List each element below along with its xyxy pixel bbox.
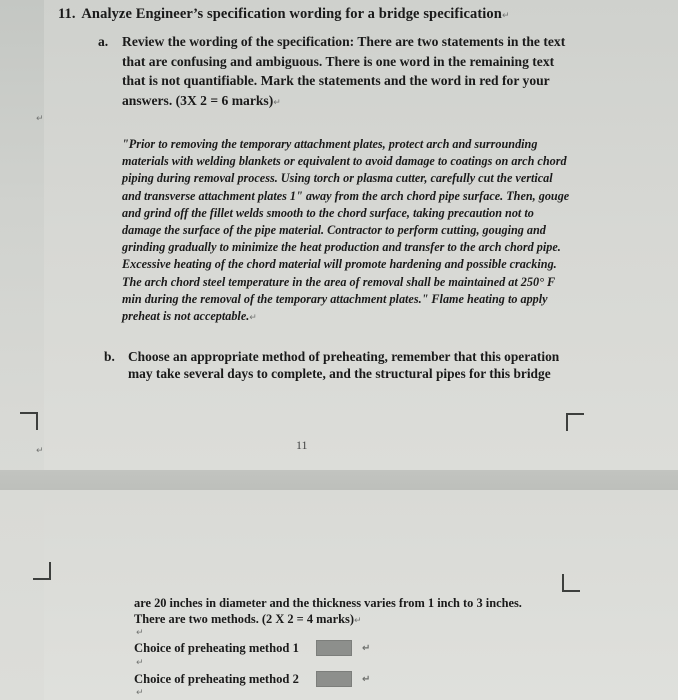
page-number: 11 (296, 438, 308, 452)
part-b (104, 348, 574, 382)
question-number: 11. (58, 6, 76, 22)
specification-quote: "Prior to removing the temporary attachment plates, protect arch and surrounding materials with welding blankets or equivalent to avoid damage to coatings on arch chord piping during removal process. Using torch or plasma cutter, carefully cut the vertical and transverse attachment plates 1" away from the arch chord pipe surface. Then, gouge and grind off the fillet welds smooth to the chord surface, taking precaution not to damage the surface of the pipe material. Contractor to perform cutting, gouging and grinding gradually to minimize the heat production and transfer to the arch chord pipe. Excessive heating of the chord material will promote hardening and possible cracking. The arch chord steel temperature in the area of removal shall be maintained at 250° F min during the removal of the temporary attachment plates." Flame heating to apply preheat is not acceptable.↵ (122, 137, 570, 324)
question-heading (58, 6, 510, 23)
paragraph-mark-icon: ↵ (273, 97, 281, 108)
paragraph-mark-icon: ↵ (36, 114, 44, 124)
paragraph-mark-icon: ↵ (249, 313, 257, 324)
choice-row-1 (134, 640, 370, 656)
crop-mark-bottom-right (562, 574, 580, 592)
paragraph-mark-icon: ↵ (136, 688, 144, 698)
paragraph-mark-icon: ↵ (36, 446, 44, 456)
answer-field-2[interactable] (316, 671, 352, 687)
paragraph-mark-icon: ↵ (136, 628, 144, 638)
choice-label-2: Choice of preheating method 2 (134, 671, 299, 686)
paragraph-mark-icon: ↵ (136, 658, 144, 668)
crop-mark-top-left (20, 412, 38, 430)
crop-mark-top-right (566, 413, 584, 431)
paragraph-mark-icon: ↵ (353, 615, 362, 626)
part-a-text: Review the wording of the specification: There are two statements in the text that are confusing and ambiguous. There is one word in the remaining text that is not quantifiable. Mark the statements and the word in red for your answers. (3X 2 = 6 marks)↵ (122, 34, 566, 108)
paragraph-mark-icon: ↵ (501, 11, 510, 21)
part-a (98, 32, 578, 113)
paragraph-mark-icon: ↵ (362, 642, 371, 654)
choice-label-1: Choice of preheating method 1 (134, 640, 299, 655)
question-title: Analyze Engineer’s specification wording for a bridge specification (81, 6, 502, 22)
crop-mark-bottom-left (33, 562, 51, 580)
choice-row-2 (134, 671, 370, 687)
continuation-line-1: are 20 inches in diameter and the thickness varies from 1 inch to 3 inches. (134, 596, 522, 610)
part-b-continuation (134, 596, 574, 629)
part-b-marker: b. (104, 349, 115, 364)
page-gap (0, 470, 678, 490)
part-a-marker: a. (98, 34, 109, 49)
document-page-bottom (44, 490, 678, 700)
paragraph-mark-icon: ↵ (362, 673, 371, 685)
answer-field-1[interactable] (316, 640, 352, 656)
part-b-text: Choose an appropriate method of preheating, remember that this operation may take several days to complete, and the structural pipes for this bridge (128, 349, 560, 381)
continuation-line-2: There are two methods. (2 X 2 = 4 marks)↵ (134, 611, 362, 626)
